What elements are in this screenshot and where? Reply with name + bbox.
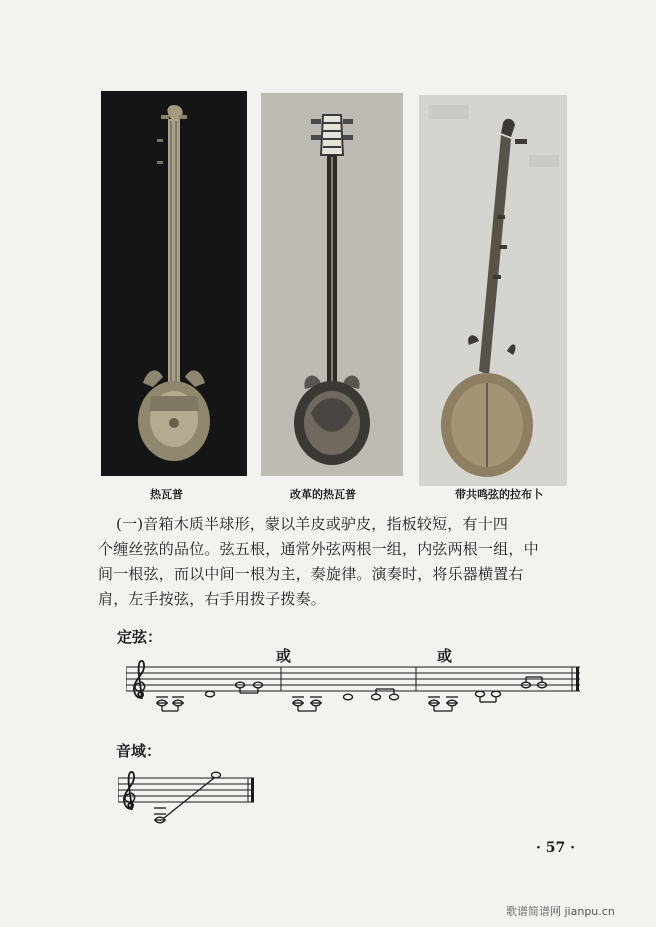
body-paragraph [98,512,588,612]
figure-caption: 热瓦普 [150,488,183,501]
paragraph-line: 间一根弦，而以中间一根为主，奏旋律。演奏时，将乐器横置右 [98,565,524,583]
paragraph-line: (一)音箱木质半球形，蒙以羊皮或驴皮，指板较短，有十四 [116,515,509,533]
rubab-with-sympathetic-strings-photo [419,95,567,486]
site-watermark: 歌谱简谱网 jianpu.cn [506,905,615,918]
reformed-rawap-photo [261,93,403,476]
range-label: 音域： [116,742,162,760]
figure-caption: 带共鸣弦的拉布卜 [455,488,543,501]
tuning-staff [126,657,580,727]
page-number: · 57 · [536,840,575,856]
rawap-photo [101,91,247,476]
alternative-label: 或 [437,647,453,665]
paragraph-line: 肩，左手按弦，右手用拨子拨奏。 [98,590,327,608]
paragraph-line: 个缠丝弦的品位。弦五根，通常外弦两根一组，内弦两根一组，中 [98,540,539,558]
alternative-label: 或 [276,647,292,665]
range-staff [118,768,258,828]
figure-caption: 改革的热瓦普 [290,488,356,501]
tuning-label: 定弦： [117,628,163,646]
